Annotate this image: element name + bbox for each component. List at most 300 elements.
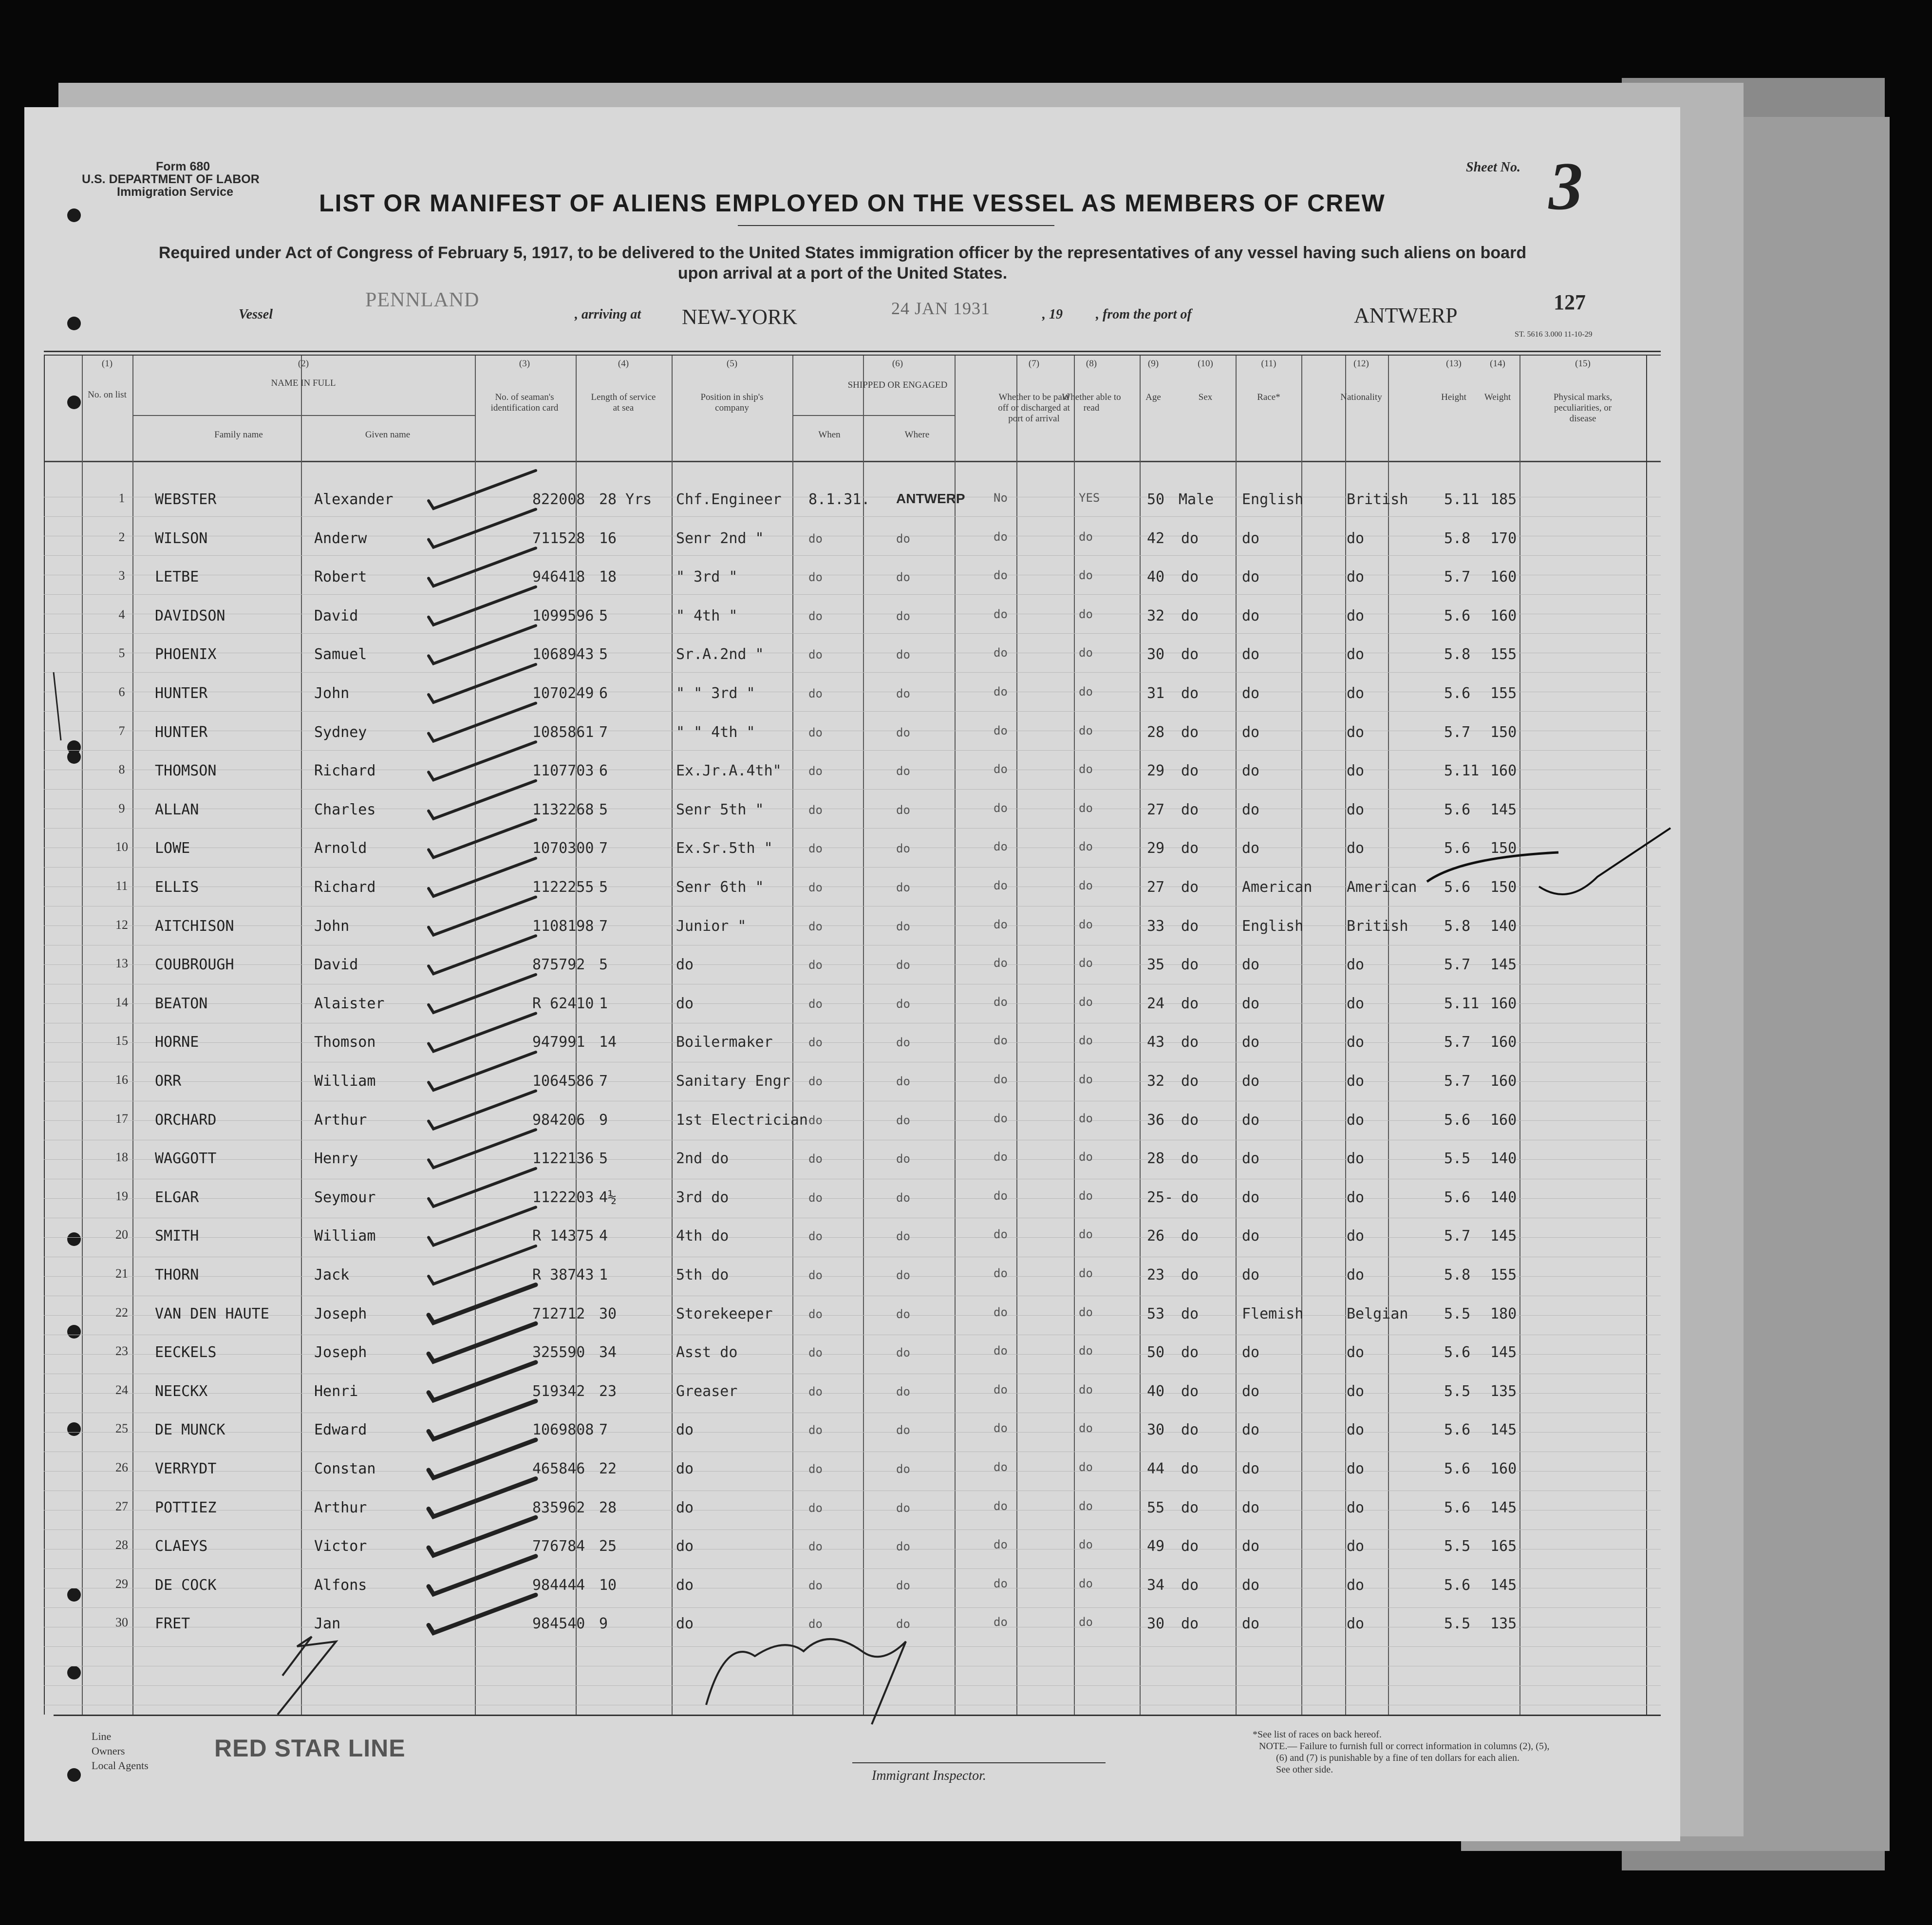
cell-position: do — [676, 1615, 694, 1633]
cell-n: 11 — [115, 879, 128, 893]
checkmark — [429, 1401, 536, 1439]
cell-nat: do — [1347, 801, 1365, 818]
column-number: (9) — [1147, 359, 1159, 369]
cell-paid: do — [994, 1034, 1008, 1048]
note-line-2: (6) and (7) is punishable by a fine of ten dollars for each alien. — [1276, 1753, 1519, 1763]
cell-weight: 185 — [1490, 491, 1517, 508]
cell-read: do — [1079, 1499, 1093, 1513]
column-number: (6) — [892, 359, 903, 369]
cell-service: 10 — [599, 1576, 617, 1594]
arrival-date: 24 JAN 1931 — [891, 299, 991, 318]
cell-age: 49 — [1147, 1538, 1165, 1555]
cell-read: do — [1079, 1266, 1093, 1280]
cell-position: 3rd do — [676, 1189, 729, 1206]
cell-service: 7 — [599, 1421, 608, 1439]
cell-family: NEECKX — [155, 1382, 208, 1400]
cell-service: 22 — [599, 1460, 617, 1477]
cell-sex: do — [1181, 1576, 1199, 1594]
cell-card: 519342 — [532, 1382, 585, 1400]
cell-sex: do — [1181, 685, 1199, 702]
column-header: Height — [1441, 392, 1466, 402]
department: U.S. DEPARTMENT OF LABOR — [82, 172, 260, 186]
cell-sex: do — [1181, 1538, 1199, 1555]
cell-race: do — [1242, 1266, 1260, 1283]
cell-n: 26 — [115, 1460, 128, 1474]
cell-read: do — [1079, 1111, 1093, 1125]
cell-age: 55 — [1147, 1499, 1165, 1516]
cell-race: Flemish — [1242, 1305, 1304, 1322]
cell-height: 5.6 — [1444, 1344, 1471, 1361]
cell-paid: do — [994, 1189, 1008, 1203]
cell-given: Alexander — [314, 491, 394, 508]
cell-n: 8 — [118, 762, 125, 777]
checkmark — [429, 1595, 536, 1633]
cell-nat: American — [1347, 879, 1417, 896]
cell-paid: do — [994, 1421, 1008, 1435]
cell-given: Charles — [314, 801, 376, 818]
cell-when: do — [808, 1113, 823, 1127]
cell-weight: 160 — [1490, 1073, 1517, 1090]
cell-when: do — [808, 570, 823, 585]
cell-position: Storekeeper — [676, 1305, 773, 1322]
cell-paid: do — [994, 646, 1008, 660]
cell-race: do — [1242, 801, 1260, 818]
cell-when: do — [808, 1190, 823, 1205]
cell-where: do — [896, 687, 910, 700]
cell-sex: do — [1181, 1499, 1199, 1516]
cell-paid: do — [994, 917, 1008, 931]
cell-when: do — [808, 1578, 823, 1592]
checkmark — [429, 975, 536, 1013]
cell-service: 5 — [599, 1150, 608, 1168]
cell-family: DE MUNCK — [155, 1421, 225, 1439]
cell-when: do — [808, 1036, 823, 1050]
cell-n: 4 — [118, 607, 125, 622]
cell-service: 7 — [599, 1073, 608, 1090]
cell-weight: 160 — [1490, 762, 1517, 780]
cell-age: 40 — [1147, 1382, 1165, 1400]
cell-age: 35 — [1147, 956, 1165, 974]
cell-service: 6 — [599, 762, 608, 780]
checkmark — [429, 1169, 536, 1207]
cell-height: 5.5 — [1444, 1538, 1471, 1555]
cell-race: do — [1242, 995, 1260, 1012]
cell-height: 5.6 — [1444, 1576, 1471, 1594]
cell-nat: do — [1347, 568, 1365, 586]
cell-read: do — [1079, 1460, 1093, 1474]
cell-where: do — [896, 842, 910, 856]
cell-paid: do — [994, 1538, 1008, 1552]
cell-race: do — [1242, 956, 1260, 974]
cell-where: do — [896, 1540, 910, 1554]
column-header: Weight — [1484, 392, 1511, 402]
cell-sex: do — [1181, 1460, 1199, 1477]
cell-family: ELLIS — [155, 879, 199, 896]
cell-family: VERRYDT — [155, 1460, 217, 1477]
cell-height: 5.6 — [1444, 1460, 1471, 1477]
cell-paid: do — [994, 1576, 1008, 1590]
cell-where: do — [896, 609, 910, 623]
checkmark — [429, 703, 536, 741]
cell-family: LETBE — [155, 568, 199, 586]
checkmark — [429, 897, 536, 935]
cell-given: Alfons — [314, 1576, 367, 1594]
cell-family: POTTIEZ — [155, 1499, 217, 1516]
arriving-label: , arriving at — [575, 307, 641, 322]
cell-when: do — [808, 609, 823, 623]
cell-weight: 160 — [1490, 995, 1517, 1012]
subcolumn-header-where: Where — [904, 430, 930, 440]
cell-sex: do — [1181, 568, 1199, 586]
cell-position: " " 4th " — [676, 723, 755, 741]
cell-where: do — [896, 1423, 910, 1437]
column-number: (12) — [1353, 359, 1369, 369]
cell-height: 5.6 — [1444, 1189, 1471, 1206]
sheet-number: 3 — [1549, 149, 1583, 224]
cell-height: 5.7 — [1444, 723, 1471, 741]
checkmark — [429, 587, 536, 625]
cell-weight: 145 — [1490, 1499, 1517, 1516]
cell-given: John — [314, 917, 350, 935]
cell-given: Thomson — [314, 1034, 376, 1051]
cell-paid: do — [994, 1111, 1008, 1125]
cell-height: 5.11 — [1444, 995, 1480, 1012]
cell-n: 3 — [118, 568, 125, 583]
checkmark — [429, 858, 536, 896]
cell-nat: do — [1347, 840, 1365, 857]
checkmark — [429, 548, 536, 586]
cell-family: DAVIDSON — [155, 607, 225, 624]
cell-paid: No — [994, 491, 1008, 505]
cell-when: do — [808, 1384, 823, 1398]
cell-card: 1132268 — [532, 801, 594, 818]
checkmark — [429, 471, 536, 509]
cell-card: 984444 — [532, 1576, 585, 1594]
column-number: (10) — [1198, 359, 1213, 369]
cell-nat: do — [1347, 1344, 1365, 1361]
cell-race: American — [1242, 879, 1313, 896]
cell-card: 465846 — [532, 1460, 585, 1477]
column-number: (13) — [1446, 359, 1462, 369]
cell-height: 5.8 — [1444, 917, 1471, 935]
cell-n: 24 — [115, 1382, 128, 1397]
cell-nat: do — [1347, 956, 1365, 974]
cell-read: do — [1079, 1576, 1093, 1590]
cell-service: 6 — [599, 685, 608, 702]
cell-nat: do — [1347, 1499, 1365, 1516]
cell-family: WEBSTER — [155, 491, 217, 508]
cell-read: do — [1079, 1227, 1093, 1242]
cell-race: do — [1242, 1111, 1260, 1129]
cell-age: 28 — [1147, 723, 1165, 741]
cell-paid: do — [994, 801, 1008, 815]
agents-label: Local Agents — [92, 1759, 149, 1772]
cell-given: Anderw — [314, 529, 367, 547]
checkmark — [429, 1362, 536, 1400]
cell-paid: do — [994, 568, 1008, 583]
cell-position: " " 3rd " — [676, 685, 755, 702]
cell-nat: do — [1347, 1538, 1365, 1555]
cell-card: 1085861 — [532, 723, 594, 741]
cell-weight: 160 — [1490, 1111, 1517, 1129]
cell-sex: do — [1181, 1266, 1199, 1283]
cell-paid: do — [994, 1150, 1008, 1164]
cell-nat: do — [1347, 685, 1365, 702]
column-header: Age — [1145, 392, 1161, 402]
cell-nat: do — [1347, 1227, 1365, 1245]
cell-race: do — [1242, 1150, 1260, 1168]
cell-read: do — [1079, 1421, 1093, 1435]
cell-given: John — [314, 685, 350, 702]
cell-card: 1070249 — [532, 685, 594, 702]
cell-card: 1122255 — [532, 879, 594, 896]
cell-given: Alaister — [314, 995, 385, 1012]
cell-paid: do — [994, 995, 1008, 1009]
cell-where: do — [896, 570, 910, 585]
cell-card: 1069808 — [532, 1421, 594, 1439]
cell-where: do — [896, 958, 910, 972]
cell-paid: do — [994, 1382, 1008, 1397]
cell-race: English — [1242, 917, 1304, 935]
cell-sex: do — [1181, 917, 1199, 935]
cell-n: 7 — [118, 723, 125, 738]
cell-sex: Male — [1179, 491, 1214, 508]
cell-position: do — [676, 1576, 694, 1594]
cell-age: 33 — [1147, 917, 1165, 935]
cell-when: do — [808, 997, 823, 1011]
checkmark — [429, 1130, 536, 1168]
cell-position: do — [676, 995, 694, 1012]
note-line-3: See other side. — [1276, 1764, 1333, 1775]
cell-paid: do — [994, 1266, 1008, 1280]
cell-card: 776784 — [532, 1538, 585, 1555]
cell-where: do — [896, 1268, 910, 1282]
cell-age: 36 — [1147, 1111, 1165, 1129]
column-header: Nationality — [1340, 392, 1382, 402]
cell-weight: 150 — [1490, 879, 1517, 896]
cell-family: WILSON — [155, 529, 208, 547]
column-header: Sex — [1198, 392, 1213, 402]
cell-given: Richard — [314, 879, 376, 896]
cell-sex: do — [1181, 1615, 1199, 1633]
cell-family: HUNTER — [155, 723, 208, 741]
cell-height: 5.6 — [1444, 1421, 1471, 1439]
column-header: SHIPPED OR ENGAGED — [847, 380, 948, 390]
cell-service: 34 — [599, 1344, 617, 1361]
cell-family: ELGAR — [155, 1189, 199, 1206]
cell-nat: do — [1347, 1576, 1365, 1594]
cell-card: 325590 — [532, 1344, 585, 1361]
cell-race: do — [1242, 646, 1260, 663]
cell-height: 5.7 — [1444, 1073, 1471, 1090]
cell-card: 984206 — [532, 1111, 585, 1129]
cell-nat: do — [1347, 1266, 1365, 1283]
cell-when: 8.1.31. — [808, 491, 870, 508]
cell-when: do — [808, 958, 823, 972]
cell-position: Asst do — [676, 1344, 738, 1361]
cell-where: do — [896, 648, 910, 662]
cell-read: do — [1079, 762, 1093, 776]
cell-age: 23 — [1147, 1266, 1165, 1283]
cell-age: 32 — [1147, 1073, 1165, 1090]
cell-when: do — [808, 803, 823, 817]
cell-read: YES — [1079, 491, 1100, 505]
column-header: No. on list — [88, 390, 127, 400]
handwritten-checkmarks — [24, 107, 1680, 1841]
cell-where: do — [896, 1036, 910, 1050]
cell-race: do — [1242, 1460, 1260, 1477]
cell-where: do — [896, 725, 910, 739]
cell-height: 5.7 — [1444, 568, 1471, 586]
cell-read: do — [1079, 685, 1093, 698]
cell-n: 20 — [115, 1227, 128, 1242]
cell-age: 43 — [1147, 1034, 1165, 1051]
cell-age: 27 — [1147, 801, 1165, 818]
cell-n: 10 — [115, 840, 128, 854]
cell-when: do — [808, 1268, 823, 1282]
column-number: (2) — [298, 359, 309, 369]
column-header: Whether able to read — [1062, 392, 1121, 413]
cell-n: 14 — [115, 995, 128, 1009]
cell-n: 9 — [118, 801, 125, 815]
cell-where: do — [896, 1462, 910, 1476]
cell-height: 5.5 — [1444, 1382, 1471, 1400]
subcolumn-header-when: When — [818, 430, 841, 440]
cell-race: do — [1242, 685, 1260, 702]
cell-n: 6 — [118, 685, 125, 699]
cell-when: do — [808, 1152, 823, 1166]
cell-n: 30 — [115, 1615, 128, 1630]
checkmark — [429, 1517, 536, 1555]
cell-paid: do — [994, 685, 1008, 698]
cell-read: do — [1079, 723, 1093, 737]
cell-family: SMITH — [155, 1227, 199, 1245]
cell-sex: do — [1181, 879, 1199, 896]
cell-age: 26 — [1147, 1227, 1165, 1245]
races-note: *See list of races on back hereof. — [1253, 1729, 1382, 1740]
cell-service: 25 — [599, 1538, 617, 1555]
cell-age: 42 — [1147, 529, 1165, 547]
cell-nat: do — [1347, 1189, 1365, 1206]
cell-given: David — [314, 607, 358, 624]
list-number: 127 — [1554, 290, 1586, 314]
cell-weight: 135 — [1490, 1382, 1517, 1400]
checkmark — [429, 742, 536, 780]
cell-n: 18 — [115, 1150, 128, 1165]
cell-age: 30 — [1147, 1615, 1165, 1633]
cell-race: do — [1242, 1615, 1260, 1633]
cell-n: 13 — [115, 956, 128, 971]
cell-paid: do — [994, 1460, 1008, 1474]
cell-family: DE COCK — [155, 1576, 217, 1594]
cell-sex: do — [1181, 1227, 1199, 1245]
cell-n: 27 — [115, 1499, 128, 1513]
cell-service: 1 — [599, 995, 608, 1012]
column-number: (7) — [1028, 359, 1040, 369]
cell-race: do — [1242, 607, 1260, 624]
column-header: Physical marks, peculiarities, or disease — [1553, 392, 1613, 424]
cell-given: Henri — [314, 1382, 358, 1400]
cell-read: do — [1079, 1615, 1093, 1629]
cell-sex: do — [1181, 1344, 1199, 1361]
cell-given: Jan — [314, 1615, 341, 1633]
cell-where: do — [896, 1113, 910, 1127]
cell-n: 15 — [115, 1034, 128, 1048]
cell-card: 1064586 — [532, 1073, 594, 1090]
cell-weight: 160 — [1490, 1460, 1517, 1477]
cell-sex: do — [1181, 646, 1199, 663]
cell-read: do — [1079, 1538, 1093, 1552]
cell-when: do — [808, 1617, 823, 1631]
cell-card: 1122136 — [532, 1150, 594, 1168]
cell-where: do — [896, 1307, 910, 1321]
subcolumn-header-given: Given name — [365, 430, 411, 440]
cell-paid: do — [994, 1344, 1008, 1358]
cell-where: do — [896, 1075, 910, 1088]
cell-weight: 150 — [1490, 840, 1517, 857]
cell-service: 7 — [599, 917, 608, 935]
line-stamp: RED STAR LINE — [214, 1735, 406, 1762]
cell-given: Seymour — [314, 1189, 376, 1206]
cell-when: do — [808, 648, 823, 662]
cell-paid: do — [994, 529, 1008, 544]
cell-sex: do — [1181, 1305, 1199, 1322]
cell-n: 29 — [115, 1576, 128, 1591]
cell-nat: do — [1347, 1034, 1365, 1051]
cell-nat: do — [1347, 723, 1365, 741]
column-number: (5) — [726, 359, 738, 369]
cell-sex: do — [1181, 1189, 1199, 1206]
cell-read: do — [1079, 917, 1093, 931]
cell-position: do — [676, 1499, 694, 1516]
cell-given: Edward — [314, 1421, 367, 1439]
cell-race: English — [1242, 491, 1304, 508]
cell-age: 27 — [1147, 879, 1165, 896]
year-label: , 19 — [1042, 307, 1063, 322]
departure-port: ANTWERP — [1354, 303, 1458, 327]
cell-n: 12 — [115, 917, 128, 932]
cell-race: do — [1242, 568, 1260, 586]
line-label: Line — [92, 1730, 112, 1742]
cell-race: do — [1242, 529, 1260, 547]
cell-service: 28 Yrs — [599, 491, 652, 508]
cell-when: do — [808, 1501, 823, 1515]
cell-card: 1099596 — [532, 607, 594, 624]
column-number: (8) — [1086, 359, 1097, 369]
cell-given: Richard — [314, 762, 376, 780]
cell-card: 984540 — [532, 1615, 585, 1633]
cell-height: 5.6 — [1444, 801, 1471, 818]
cell-weight: 170 — [1490, 529, 1517, 547]
checkmark — [429, 510, 536, 547]
cell-when: do — [808, 764, 823, 778]
cell-n: 23 — [115, 1344, 128, 1359]
cell-when: do — [808, 919, 823, 933]
cell-when: do — [808, 725, 823, 739]
cell-age: 30 — [1147, 646, 1165, 663]
cell-age: 25- — [1147, 1189, 1174, 1206]
cell-family: FRET — [155, 1615, 190, 1633]
cell-read: do — [1079, 607, 1093, 621]
cell-service: 1 — [599, 1266, 608, 1283]
cell-weight: 155 — [1490, 1266, 1517, 1283]
column-number: (15) — [1575, 359, 1591, 369]
cell-when: do — [808, 881, 823, 894]
cell-where: do — [896, 1384, 910, 1398]
cell-family: CLAEYS — [155, 1538, 208, 1555]
cell-sex: do — [1181, 1073, 1199, 1090]
cell-card: R 62410 — [532, 995, 594, 1012]
